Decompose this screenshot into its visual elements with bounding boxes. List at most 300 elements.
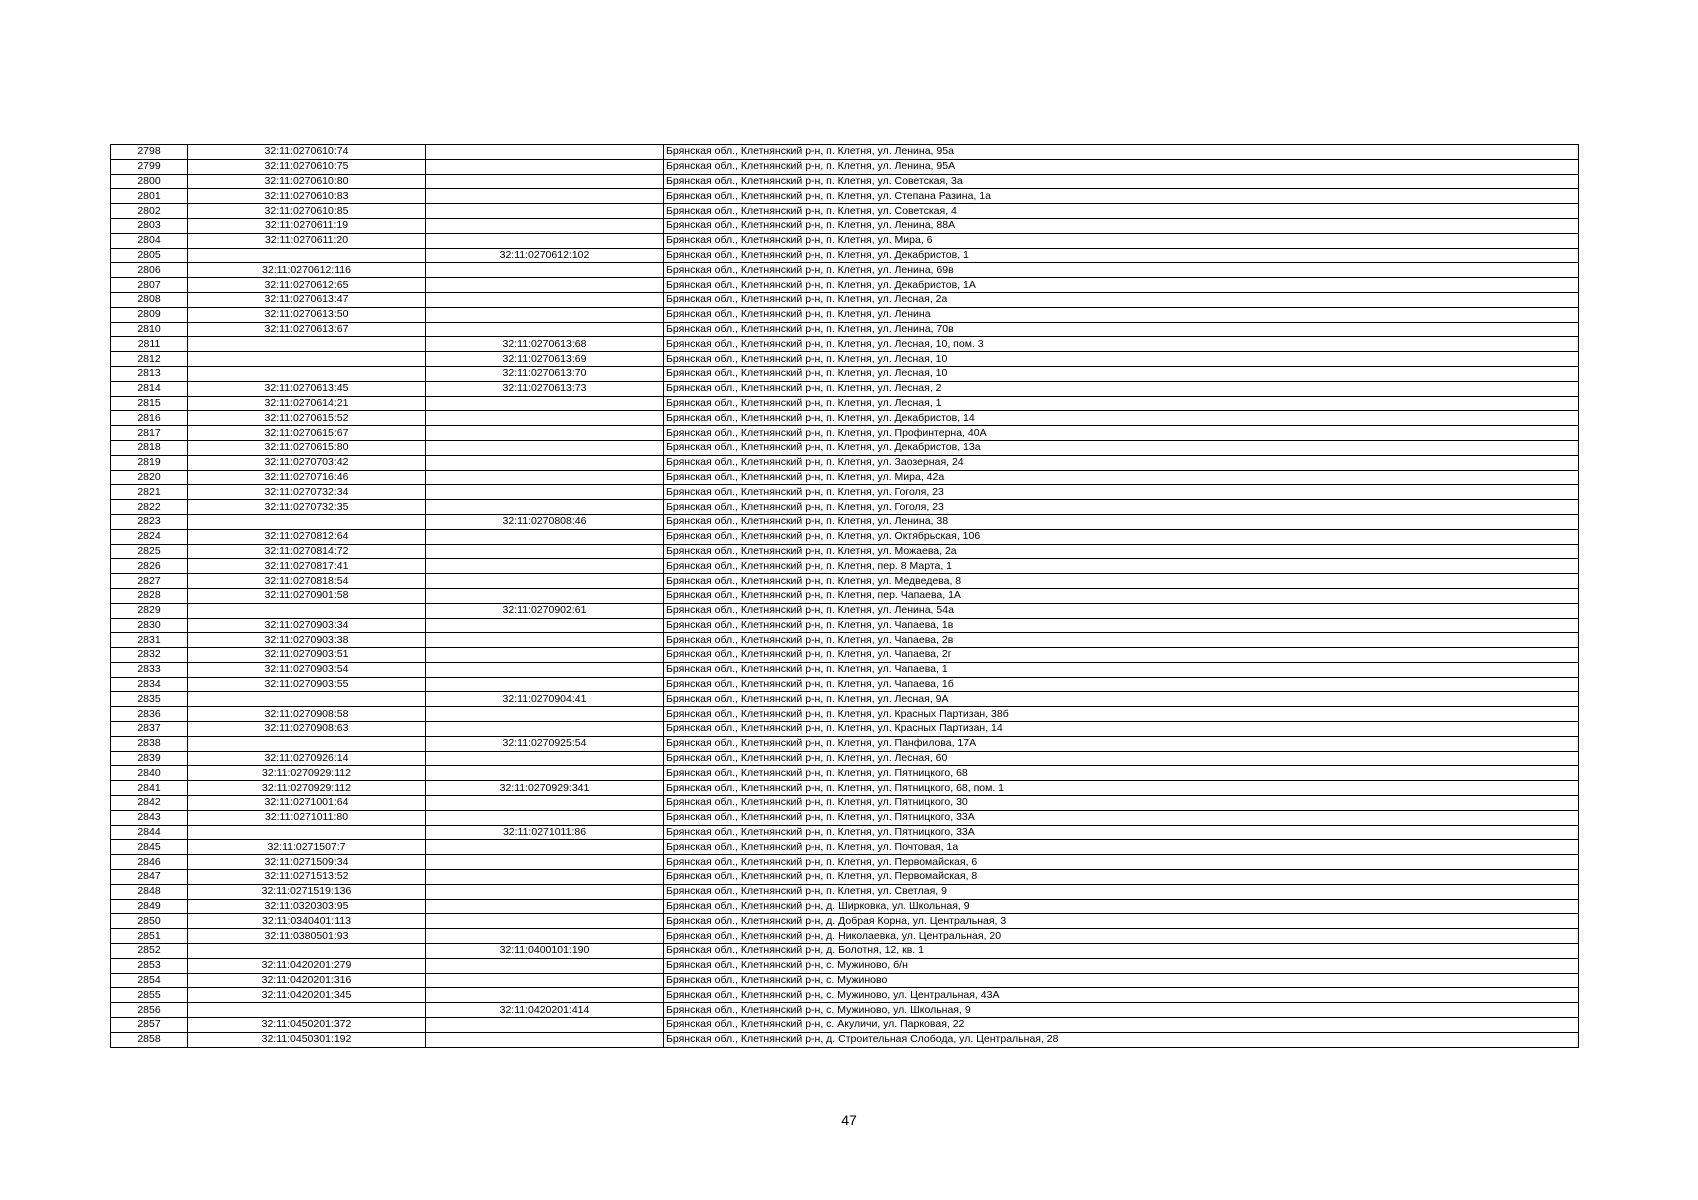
parcel-number-cell: 32:11:0320303:95 [188, 899, 426, 914]
address-cell: Брянская обл., Клетнянский р-н, п. Клетня, ул. Советская, 4 [664, 204, 1579, 219]
row-number-cell: 2847 [111, 870, 188, 885]
table-row [111, 263, 1579, 278]
parcel-number-cell: 32:11:0270903:38 [188, 633, 426, 648]
address-cell: Брянская обл., Клетнянский р-н, п. Клетня, ул. Светлая, 9 [664, 884, 1579, 899]
building-number-cell [426, 307, 664, 322]
parcel-number-cell: 32:11:0270817:41 [188, 559, 426, 574]
table-row [111, 736, 1579, 751]
address-cell: Брянская обл., Клетнянский р-н, п. Клетня, пер. Чапаева, 1А [664, 588, 1579, 603]
row-number-cell: 2815 [111, 396, 188, 411]
parcel-number-cell [188, 736, 426, 751]
building-number-cell: 32:11:0270808:46 [426, 514, 664, 529]
address-cell: Брянская обл., Клетнянский р-н, п. Клетня, ул. Декабристов, 13а [664, 440, 1579, 455]
address-cell: Брянская обл., Клетнянский р-н, п. Клетня, ул. Ленина [664, 307, 1579, 322]
building-number-cell: 32:11:0270613:70 [426, 366, 664, 381]
table-row [111, 278, 1579, 293]
table-row [111, 1003, 1579, 1018]
row-number-cell: 2798 [111, 145, 188, 160]
parcel-number-cell: 32:11:0270903:51 [188, 648, 426, 663]
table-row [111, 381, 1579, 396]
row-number-cell: 2846 [111, 855, 188, 870]
building-number-cell [426, 677, 664, 692]
address-cell: Брянская обл., Клетнянский р-н, п. Клетня, ул. Ленина, 69в [664, 263, 1579, 278]
table-row [111, 588, 1579, 603]
parcel-number-cell: 32:11:0270615:52 [188, 411, 426, 426]
parcel-number-cell: 32:11:0420201:279 [188, 958, 426, 973]
address-cell: Брянская обл., Клетнянский р-н, д. Ширковка, ул. Школьная, 9 [664, 899, 1579, 914]
building-number-cell [426, 855, 664, 870]
row-number-cell: 2836 [111, 707, 188, 722]
table-row [111, 574, 1579, 589]
parcel-number-cell: 32:11:0270716:46 [188, 470, 426, 485]
row-number-cell: 2803 [111, 218, 188, 233]
parcel-number-cell: 32:11:0271509:34 [188, 855, 426, 870]
address-cell: Брянская обл., Клетнянский р-н, п. Клетня, ул. Ленина, 88А [664, 218, 1579, 233]
table-row [111, 855, 1579, 870]
address-cell: Брянская обл., Клетнянский р-н, д. Николаевка, ул. Центральная, 20 [664, 929, 1579, 944]
table-row [111, 722, 1579, 737]
table-row [111, 174, 1579, 189]
address-cell: Брянская обл., Клетнянский р-н, п. Клетня, ул. Медведева, 8 [664, 574, 1579, 589]
address-cell: Брянская обл., Клетнянский р-н, п. Клетня, ул. Лесная, 10 [664, 352, 1579, 367]
row-number-cell: 2822 [111, 500, 188, 515]
building-number-cell: 32:11:0271011:86 [426, 825, 664, 840]
table-row [111, 337, 1579, 352]
building-number-cell [426, 455, 664, 470]
building-number-cell: 32:11:0270613:68 [426, 337, 664, 352]
parcel-number-cell [188, 603, 426, 618]
parcel-number-cell: 32:11:0270812:64 [188, 529, 426, 544]
address-cell: Брянская обл., Клетнянский р-н, п. Клетня, ул. Профинтерна, 40А [664, 426, 1579, 441]
building-number-cell [426, 914, 664, 929]
building-number-cell [426, 988, 664, 1003]
building-number-cell: 32:11:0420201:414 [426, 1003, 664, 1018]
address-cell: Брянская обл., Клетнянский р-н, п. Клетня, ул. Декабристов, 14 [664, 411, 1579, 426]
parcel-number-cell [188, 337, 426, 352]
parcel-number-cell [188, 825, 426, 840]
parcel-number-cell: 32:11:0270615:67 [188, 426, 426, 441]
row-number-cell: 2850 [111, 914, 188, 929]
row-number-cell: 2832 [111, 648, 188, 663]
address-cell: Брянская обл., Клетнянский р-н, п. Клетня, ул. Ленина, 54а [664, 603, 1579, 618]
building-number-cell [426, 870, 664, 885]
table-row [111, 145, 1579, 160]
row-number-cell: 2827 [111, 574, 188, 589]
building-number-cell [426, 159, 664, 174]
address-cell: Брянская обл., Клетнянский р-н, п. Клетня, ул. Ленина, 38 [664, 514, 1579, 529]
table-row [111, 485, 1579, 500]
table-row [111, 929, 1579, 944]
parcel-number-cell: 32:11:0270611:20 [188, 233, 426, 248]
parcel-number-cell: 32:11:0450301:192 [188, 1032, 426, 1047]
building-number-cell [426, 426, 664, 441]
parcel-number-cell: 32:11:0270610:83 [188, 189, 426, 204]
building-number-cell [426, 233, 664, 248]
building-number-cell [426, 707, 664, 722]
table-row [111, 825, 1579, 840]
address-cell: Брянская обл., Клетнянский р-н, п. Клетня, ул. Гоголя, 23 [664, 500, 1579, 515]
parcel-number-cell: 32:11:0270612:116 [188, 263, 426, 278]
table-row [111, 189, 1579, 204]
parcel-number-cell: 32:11:0270903:34 [188, 618, 426, 633]
table-row [111, 470, 1579, 485]
parcel-number-cell: 32:11:0270903:55 [188, 677, 426, 692]
address-cell: Брянская обл., Клетнянский р-н, п. Клетня, ул. Степана Разина, 1а [664, 189, 1579, 204]
address-cell: Брянская обл., Клетнянский р-н, с. Мужиново, б/н [664, 958, 1579, 973]
table-row [111, 899, 1579, 914]
table-row [111, 204, 1579, 219]
parcel-number-cell: 32:11:0420201:316 [188, 973, 426, 988]
row-number-cell: 2830 [111, 618, 188, 633]
building-number-cell [426, 648, 664, 663]
table-row [111, 529, 1579, 544]
building-number-cell [426, 633, 664, 648]
address-cell: Брянская обл., Клетнянский р-н, п. Клетня, ул. Пятницкого, 68 [664, 766, 1579, 781]
parcel-number-cell: 32:11:0380501:93 [188, 929, 426, 944]
table-row [111, 958, 1579, 973]
row-number-cell: 2841 [111, 781, 188, 796]
registry-table [110, 144, 1579, 1048]
table-row [111, 751, 1579, 766]
building-number-cell [426, 662, 664, 677]
row-number-cell: 2799 [111, 159, 188, 174]
row-number-cell: 2800 [111, 174, 188, 189]
parcel-number-cell: 32:11:0270908:63 [188, 722, 426, 737]
parcel-number-cell: 32:11:0270610:74 [188, 145, 426, 160]
row-number-cell: 2821 [111, 485, 188, 500]
table-row [111, 455, 1579, 470]
building-number-cell: 32:11:0270613:73 [426, 381, 664, 396]
building-number-cell [426, 559, 664, 574]
table-row [111, 692, 1579, 707]
row-number-cell: 2856 [111, 1003, 188, 1018]
table-row [111, 544, 1579, 559]
building-number-cell: 32:11:0270613:69 [426, 352, 664, 367]
row-number-cell: 2853 [111, 958, 188, 973]
row-number-cell: 2816 [111, 411, 188, 426]
building-number-cell [426, 411, 664, 426]
parcel-number-cell: 32:11:0270908:58 [188, 707, 426, 722]
table-row [111, 307, 1579, 322]
address-cell: Брянская обл., Клетнянский р-н, п. Клетня, ул. Мира, 6 [664, 233, 1579, 248]
parcel-number-cell: 32:11:0270614:21 [188, 396, 426, 411]
parcel-number-cell: 32:11:0270611:19 [188, 218, 426, 233]
row-number-cell: 2858 [111, 1032, 188, 1047]
parcel-number-cell: 32:11:0270732:35 [188, 500, 426, 515]
row-number-cell: 2829 [111, 603, 188, 618]
table-row [111, 352, 1579, 367]
table-row [111, 218, 1579, 233]
address-cell: Брянская обл., Клетнянский р-н, п. Клетня, ул. Красных Партизан, 38б [664, 707, 1579, 722]
table-row [111, 662, 1579, 677]
table-row [111, 781, 1579, 796]
parcel-number-cell: 32:11:0270613:45 [188, 381, 426, 396]
building-number-cell [426, 470, 664, 485]
address-cell: Брянская обл., Клетнянский р-н, п. Клетня, ул. Лесная, 2а [664, 292, 1579, 307]
building-number-cell [426, 218, 664, 233]
parcel-number-cell: 32:11:0271507:7 [188, 840, 426, 855]
row-number-cell: 2840 [111, 766, 188, 781]
parcel-number-cell [188, 514, 426, 529]
table-row [111, 1018, 1579, 1033]
table-row [111, 440, 1579, 455]
building-number-cell [426, 174, 664, 189]
parcel-number-cell: 32:11:0270732:34 [188, 485, 426, 500]
parcel-number-cell: 32:11:0271011:80 [188, 810, 426, 825]
building-number-cell [426, 396, 664, 411]
parcel-number-cell: 32:11:0270610:85 [188, 204, 426, 219]
building-number-cell [426, 1032, 664, 1047]
address-cell: Брянская обл., Клетнянский р-н, п. Клетня, ул. Первомайская, 8 [664, 870, 1579, 885]
building-number-cell: 32:11:0270925:54 [426, 736, 664, 751]
building-number-cell [426, 958, 664, 973]
building-number-cell [426, 500, 664, 515]
table-row [111, 559, 1579, 574]
building-number-cell [426, 145, 664, 160]
parcel-number-cell: 32:11:0270929:112 [188, 766, 426, 781]
address-cell: Брянская обл., Клетнянский р-н, п. Клетня, ул. Советская, 3а [664, 174, 1579, 189]
address-cell: Брянская обл., Клетнянский р-н, п. Клетня, пер. 8 Марта, 1 [664, 559, 1579, 574]
row-number-cell: 2806 [111, 263, 188, 278]
page-number: 47 [841, 1112, 857, 1128]
parcel-number-cell: 32:11:0270610:80 [188, 174, 426, 189]
parcel-number-cell: 32:11:0270929:112 [188, 781, 426, 796]
table-row [111, 396, 1579, 411]
parcel-number-cell: 32:11:0270903:54 [188, 662, 426, 677]
parcel-number-cell [188, 366, 426, 381]
row-number-cell: 2848 [111, 884, 188, 899]
address-cell: Брянская обл., Клетнянский р-н, п. Клетня, ул. Заозерная, 24 [664, 455, 1579, 470]
address-cell: Брянская обл., Клетнянский р-н, с. Мужиново, ул. Школьная, 9 [664, 1003, 1579, 1018]
parcel-number-cell: 32:11:0270610:75 [188, 159, 426, 174]
row-number-cell: 2808 [111, 292, 188, 307]
table-row [111, 366, 1579, 381]
building-number-cell [426, 973, 664, 988]
registry-table-body [111, 145, 1579, 1048]
parcel-number-cell: 32:11:0270613:47 [188, 292, 426, 307]
address-cell: Брянская обл., Клетнянский р-н, п. Клетня, ул. Ленина, 95А [664, 159, 1579, 174]
building-number-cell [426, 884, 664, 899]
address-cell: Брянская обл., Клетнянский р-н, п. Клетня, ул. Лесная, 60 [664, 751, 1579, 766]
parcel-number-cell: 32:11:0270613:50 [188, 307, 426, 322]
table-row [111, 500, 1579, 515]
building-number-cell [426, 751, 664, 766]
parcel-number-cell: 32:11:0340401:113 [188, 914, 426, 929]
table-row [111, 292, 1579, 307]
address-cell: Брянская обл., Клетнянский р-н, п. Клетня, ул. Лесная, 9А [664, 692, 1579, 707]
table-row [111, 514, 1579, 529]
address-cell: Брянская обл., Клетнянский р-н, п. Клетня, ул. Можаева, 2а [664, 544, 1579, 559]
row-number-cell: 2813 [111, 366, 188, 381]
table-row [111, 870, 1579, 885]
table-row [111, 633, 1579, 648]
row-number-cell: 2851 [111, 929, 188, 944]
table-row [111, 248, 1579, 263]
address-cell: Брянская обл., Клетнянский р-н, п. Клетня, ул. Мира, 42а [664, 470, 1579, 485]
table-row [111, 603, 1579, 618]
table-row [111, 810, 1579, 825]
building-number-cell [426, 1018, 664, 1033]
building-number-cell [426, 544, 664, 559]
building-number-cell [426, 840, 664, 855]
table-row [111, 618, 1579, 633]
building-number-cell: 32:11:0400101:190 [426, 944, 664, 959]
table-row [111, 973, 1579, 988]
building-number-cell [426, 722, 664, 737]
row-number-cell: 2814 [111, 381, 188, 396]
building-number-cell [426, 929, 664, 944]
address-cell: Брянская обл., Клетнянский р-н, п. Клетня, ул. Лесная, 10, пом. 3 [664, 337, 1579, 352]
address-cell: Брянская обл., Клетнянский р-н, п. Клетня, ул. Чапаева, 1б [664, 677, 1579, 692]
row-number-cell: 2845 [111, 840, 188, 855]
row-number-cell: 2824 [111, 529, 188, 544]
address-cell: Брянская обл., Клетнянский р-н, д. Добрая Корна, ул. Центральная, 3 [664, 914, 1579, 929]
row-number-cell: 2820 [111, 470, 188, 485]
row-number-cell: 2839 [111, 751, 188, 766]
row-number-cell: 2854 [111, 973, 188, 988]
address-cell: Брянская обл., Клетнянский р-н, п. Клетня, ул. Ленина, 95а [664, 145, 1579, 160]
table-row [111, 648, 1579, 663]
row-number-cell: 2834 [111, 677, 188, 692]
row-number-cell: 2802 [111, 204, 188, 219]
row-number-cell: 2809 [111, 307, 188, 322]
row-number-cell: 2810 [111, 322, 188, 337]
table-row [111, 988, 1579, 1003]
parcel-number-cell: 32:11:0270613:67 [188, 322, 426, 337]
building-number-cell [426, 292, 664, 307]
building-number-cell [426, 529, 664, 544]
address-cell: Брянская обл., Клетнянский р-н, п. Клетня, ул. Лесная, 1 [664, 396, 1579, 411]
parcel-number-cell: 32:11:0270615:80 [188, 440, 426, 455]
address-cell: Брянская обл., Клетнянский р-н, п. Клетня, ул. Красных Партизан, 14 [664, 722, 1579, 737]
row-number-cell: 2801 [111, 189, 188, 204]
address-cell: Брянская обл., Клетнянский р-н, п. Клетня, ул. Почтовая, 1а [664, 840, 1579, 855]
address-cell: Брянская обл., Клетнянский р-н, п. Клетня, ул. Чапаева, 1в [664, 618, 1579, 633]
building-number-cell [426, 766, 664, 781]
address-cell: Брянская обл., Клетнянский р-н, с. Мужиново, ул. Центральная, 43А [664, 988, 1579, 1003]
parcel-number-cell [188, 944, 426, 959]
parcel-number-cell: 32:11:0271513:52 [188, 870, 426, 885]
parcel-number-cell: 32:11:0270901:58 [188, 588, 426, 603]
row-number-cell: 2818 [111, 440, 188, 455]
parcel-number-cell [188, 248, 426, 263]
row-number-cell: 2833 [111, 662, 188, 677]
table-row [111, 884, 1579, 899]
row-number-cell: 2807 [111, 278, 188, 293]
row-number-cell: 2849 [111, 899, 188, 914]
parcel-number-cell [188, 692, 426, 707]
building-number-cell [426, 189, 664, 204]
row-number-cell: 2828 [111, 588, 188, 603]
address-cell: Брянская обл., Клетнянский р-н, п. Клетня, ул. Октябрьская, 106 [664, 529, 1579, 544]
address-cell: Брянская обл., Клетнянский р-н, с. Акуличи, ул. Парковая, 22 [664, 1018, 1579, 1033]
building-number-cell [426, 796, 664, 811]
parcel-number-cell: 32:11:0271519:136 [188, 884, 426, 899]
building-number-cell: 32:11:0270929:341 [426, 781, 664, 796]
building-number-cell [426, 278, 664, 293]
table-row [111, 707, 1579, 722]
building-number-cell: 32:11:0270612:102 [426, 248, 664, 263]
address-cell: Брянская обл., Клетнянский р-н, д. Строительная Слобода, ул. Центральная, 28 [664, 1032, 1579, 1047]
address-cell: Брянская обл., Клетнянский р-н, п. Клетня, ул. Пятницкого, 68, пом. 1 [664, 781, 1579, 796]
row-number-cell: 2835 [111, 692, 188, 707]
row-number-cell: 2817 [111, 426, 188, 441]
table-row [111, 944, 1579, 959]
row-number-cell: 2826 [111, 559, 188, 574]
address-cell: Брянская обл., Клетнянский р-н, п. Клетня, ул. Декабристов, 1А [664, 278, 1579, 293]
address-cell: Брянская обл., Клетнянский р-н, п. Клетня, ул. Чапаева, 1 [664, 662, 1579, 677]
row-number-cell: 2805 [111, 248, 188, 263]
row-number-cell: 2842 [111, 796, 188, 811]
parcel-number-cell: 32:11:0270814:72 [188, 544, 426, 559]
parcel-number-cell: 32:11:0450201:372 [188, 1018, 426, 1033]
building-number-cell [426, 574, 664, 589]
building-number-cell [426, 263, 664, 278]
parcel-number-cell [188, 1003, 426, 1018]
parcel-number-cell: 32:11:0270703:42 [188, 455, 426, 470]
address-cell: Брянская обл., Клетнянский р-н, п. Клетня, ул. Панфилова, 17А [664, 736, 1579, 751]
row-number-cell: 2844 [111, 825, 188, 840]
address-cell: Брянская обл., Клетнянский р-н, п. Клетня, ул. Гоголя, 23 [664, 485, 1579, 500]
table-row [111, 159, 1579, 174]
table-row [111, 411, 1579, 426]
row-number-cell: 2825 [111, 544, 188, 559]
row-number-cell: 2831 [111, 633, 188, 648]
table-row [111, 766, 1579, 781]
building-number-cell [426, 810, 664, 825]
address-cell: Брянская обл., Клетнянский р-н, п. Клетня, ул. Пятницкого, 33А [664, 825, 1579, 840]
address-cell: Брянская обл., Клетнянский р-н, д. Болотня, 12, кв. 1 [664, 944, 1579, 959]
row-number-cell: 2857 [111, 1018, 188, 1033]
table-row [111, 426, 1579, 441]
building-number-cell [426, 322, 664, 337]
parcel-number-cell: 32:11:0270926:14 [188, 751, 426, 766]
building-number-cell [426, 485, 664, 500]
row-number-cell: 2855 [111, 988, 188, 1003]
address-cell: Брянская обл., Клетнянский р-н, п. Клетня, ул. Первомайская, 6 [664, 855, 1579, 870]
row-number-cell: 2819 [111, 455, 188, 470]
building-number-cell [426, 899, 664, 914]
address-cell: Брянская обл., Клетнянский р-н, п. Клетня, ул. Декабристов, 1 [664, 248, 1579, 263]
row-number-cell: 2852 [111, 944, 188, 959]
table-row [111, 1032, 1579, 1047]
table-row [111, 322, 1579, 337]
building-number-cell: 32:11:0270904:41 [426, 692, 664, 707]
address-cell: Брянская обл., Клетнянский р-н, п. Клетня, ул. Чапаева, 2г [664, 648, 1579, 663]
building-number-cell [426, 204, 664, 219]
row-number-cell: 2837 [111, 722, 188, 737]
row-number-cell: 2812 [111, 352, 188, 367]
address-cell: Брянская обл., Клетнянский р-н, п. Клетня, ул. Пятницкого, 30 [664, 796, 1579, 811]
table-row [111, 796, 1579, 811]
table-row [111, 233, 1579, 248]
row-number-cell: 2838 [111, 736, 188, 751]
row-number-cell: 2843 [111, 810, 188, 825]
parcel-number-cell: 32:11:0270612:65 [188, 278, 426, 293]
table-row [111, 914, 1579, 929]
parcel-number-cell: 32:11:0271001:64 [188, 796, 426, 811]
address-cell: Брянская обл., Клетнянский р-н, п. Клетня, ул. Пятницкого, 33А [664, 810, 1579, 825]
building-number-cell [426, 440, 664, 455]
table-row [111, 677, 1579, 692]
building-number-cell [426, 618, 664, 633]
address-cell: Брянская обл., Клетнянский р-н, п. Клетня, ул. Чапаева, 2в [664, 633, 1579, 648]
row-number-cell: 2804 [111, 233, 188, 248]
table-row [111, 840, 1579, 855]
address-cell: Брянская обл., Клетнянский р-н, с. Мужиново [664, 973, 1579, 988]
parcel-number-cell: 32:11:0420201:345 [188, 988, 426, 1003]
address-cell: Брянская обл., Клетнянский р-н, п. Клетня, ул. Ленина, 70в [664, 322, 1579, 337]
